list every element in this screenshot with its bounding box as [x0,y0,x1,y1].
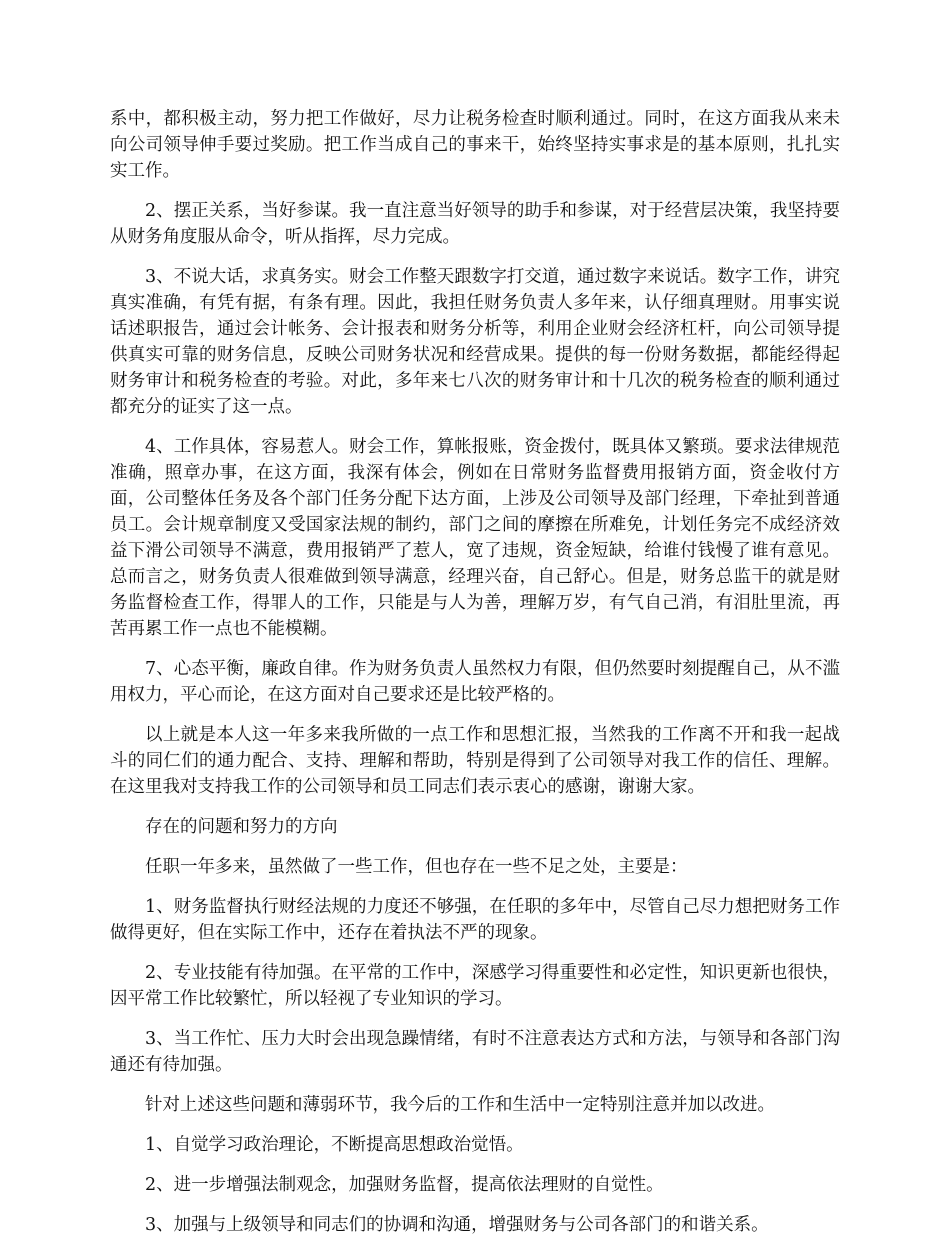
paragraph-point-7: 7、心态平衡，廉政自律。作为财务负责人虽然权力有限，但仍然要时刻提醒自己，从不滥用权力，平心而论，在这方面对自己要求还是比较严格的。 [110,659,840,705]
section-heading-problems: 存在的问题和努力的方向 [145,817,338,837]
paragraph-problem-3: 3、当工作忙、压力大时会出现急躁情绪，有时不注意表达方式和方法，与领导和各部门沟通还有待加强。 [110,1029,840,1075]
paragraph-problem-2: 2、专业技能有待加强。在平常的工作中，深感学习得重要性和必定性，知识更新也很快，因平常工作比较繁忙，所以轻视了专业知识的学习。 [110,963,840,1009]
paragraph-continuation: 系中，都积极主动，努力把工作做好，尽力让税务检查时顺利通过。同时，在这方面我从来未向公司领导伸手要过奖励。把工作当成自己的事来干，始终坚持实事求是的基本原则，扎扎实实工作。 [110,109,840,181]
paragraph-problem-1: 1、财务监督执行财经法规的力度还不够强，在任职的多年中，尽管自己尽力想把财务工作做得更好，但在实际工作中，还存在着执法不严的现象。 [110,897,840,943]
paragraph-improvement-intro: 针对上述这些问题和薄弱环节，我今后的工作和生活中一定特别注意并加以改进。 [145,1095,775,1115]
paragraph-improvement-2: 2、进一步增强法制观念，加强财务监督，提高依法理财的自觉性。 [145,1175,664,1195]
paragraph-summary: 以上就是本人这一年多来我所做的一点工作和思想汇报，当然我的工作离不开和我一起战斗的同仁们的通力配合、支持、理解和帮助，特别是得到了公司领导对我工作的信任、理解。在这里我对支持我工作的公司领导和员工同志们表示衷心的感谢，谢谢大家。 [110,725,840,797]
paragraph-improvement-1: 1、自觉学习政治理论，不断提高思想政治觉悟。 [145,1135,524,1155]
paragraph-point-3: 3、不说大话，求真务实。财会工作整天跟数字打交道，通过数字来说话。数字工作，讲究真实准确，有凭有据，有条有理。因此，我担任财务负责人多年来，认仔细真理财。用事实说话述职报告，通过会计帐务、会计报表和财务分析等，利用企业财会经济杠杆，向公司领导提供真实可靠的财务信息，反映公司财务状况和经营成果。提供的每一份财务数据，都能经得起财务审计和税务检查的考验。对此，多年来七八次的财务审计和十几次的税务检查的顺利通过都充分的证实了这一点。 [110,267,840,417]
document-body [110,106,840,1252]
paragraph-problems-intro: 任职一年多来，虽然做了一些工作，但也存在一些不足之处，主要是： [145,857,688,877]
paragraph-point-4: 4、工作具体，容易惹人。财会工作，算帐报账，资金拨付，既具体又繁琐。要求法律规范准确，照章办事，在这方面，我深有体会，例如在日常财务监督费用报销方面，资金收付方面，公司整体任务及各个部门任务分配下达方面，上涉及公司领导及部门经理，下牵扯到普通员工。会计规章制度又受国家法规的制约，部门之间的摩擦在所难免，计划任务完不成经济效益下滑公司领导不满意，费用报销严了惹人，宽了违规，资金短缺，给谁付钱慢了谁有意见。总而言之，财务负责人很难做到领导满意，经理兴奋，自己舒心。但是，财务总监干的就是财务监督检查工作，得罪人的工作，只能是与人为善，理解万岁，有气自己消，有泪肚里流，再苦再累工作一点也不能模糊。 [110,437,840,639]
paragraph-improvement-3: 3、加强与上级领导和同志们的协调和沟通，增强财务与公司各部门的和谐关系。 [145,1215,769,1235]
paragraph-point-2: 2、摆正关系，当好参谋。我一直注意当好领导的助手和参谋，对于经营层决策，我坚持要从财务角度服从命令，听从指挥，尽力完成。 [110,201,840,247]
